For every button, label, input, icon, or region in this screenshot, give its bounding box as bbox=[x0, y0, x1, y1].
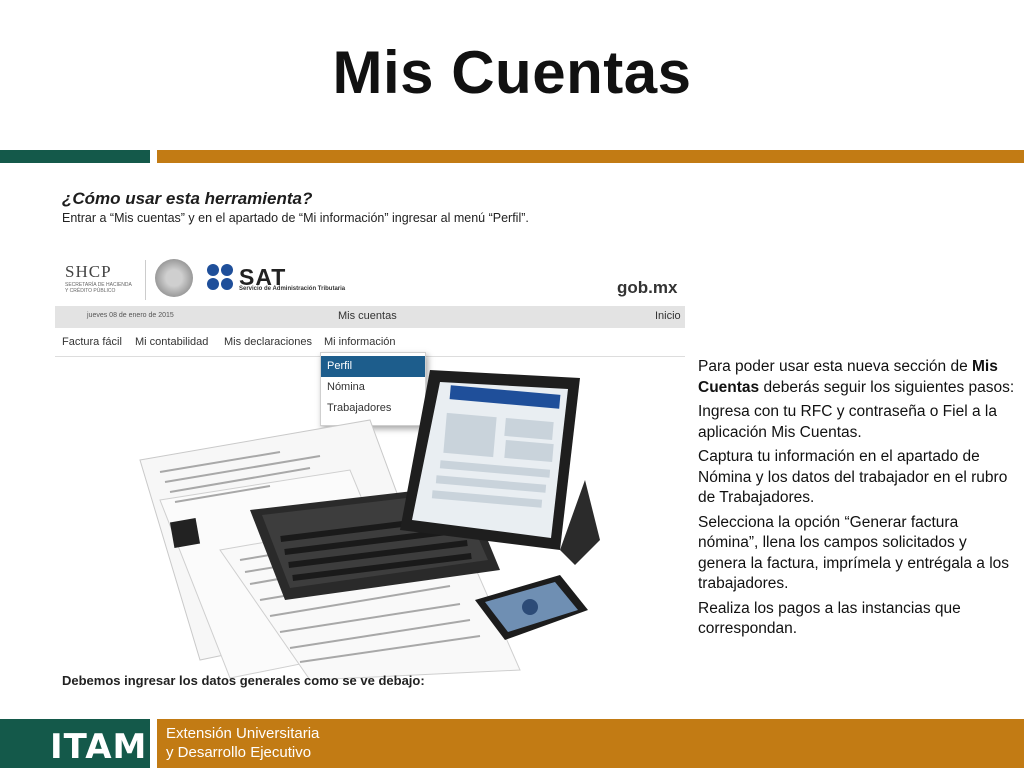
portal-section-title: Mis cuentas bbox=[338, 310, 397, 322]
header-rule-orange bbox=[157, 150, 1024, 163]
national-seal-icon bbox=[155, 259, 193, 297]
sat-dots-icon bbox=[207, 264, 235, 292]
portal-title-bar bbox=[55, 306, 685, 328]
qr-code-icon bbox=[170, 518, 200, 548]
dropdown-item-nomina[interactable]: Nómina bbox=[327, 381, 365, 393]
howto-instructions: Entrar a “Mis cuentas” y en el apartado de “Mi información” ingresar al menú “Perfil”. bbox=[62, 211, 529, 225]
intro-text-bold: Mis Cuentas bbox=[698, 358, 998, 396]
footer-line-1: Extensión Universitaria bbox=[166, 725, 320, 742]
bottom-note: Debemos ingresar los datos generales como se ve debajo: bbox=[62, 673, 425, 688]
sat-portal-screenshot bbox=[55, 250, 685, 360]
dropdown-item-trabajadores[interactable]: Trabajadores bbox=[327, 402, 392, 414]
intro-text-start: Para poder usar esta nueva sección de bbox=[698, 358, 973, 375]
shcp-logo bbox=[65, 262, 140, 298]
sat-subtitle: Servicio de Administración Tributaria bbox=[239, 286, 346, 292]
sat-logo bbox=[207, 264, 367, 294]
nav-mi-informacion[interactable]: Mi información bbox=[324, 336, 396, 348]
inicio-link[interactable]: Inicio bbox=[655, 310, 681, 322]
gobmx-logo[interactable]: gob.mx bbox=[617, 278, 678, 297]
step-4: Realiza los pagos a las instancias que correspondan. bbox=[698, 599, 961, 637]
header-rule-green bbox=[0, 150, 150, 163]
step-2: Captura tu información en el apartado de Nómina y los datos del trabajador en el rubro de Trabajadores. bbox=[698, 448, 1008, 506]
nav-mi-contabilidad[interactable]: Mi contabilidad bbox=[135, 336, 209, 348]
sat-name: SAT bbox=[239, 264, 287, 290]
nav-factura-facil[interactable]: Factura fácil bbox=[62, 336, 122, 348]
shcp-subtitle: SECRETARÍA DE HACIENDA Y CRÉDITO PÚBLICO bbox=[65, 282, 132, 294]
intro-text-end: deberás seguir los siguientes pasos: bbox=[759, 378, 1015, 396]
instructions-panel bbox=[698, 357, 1016, 644]
tablet-invoices-illustration bbox=[120, 360, 640, 680]
portal-date: jueves 08 de enero de 2015 bbox=[87, 312, 174, 319]
howto-question: ¿Cómo usar esta herramienta? bbox=[62, 189, 313, 208]
portal-header bbox=[55, 250, 685, 306]
step-1: Ingresa con tu RFC y contraseña o Fiel a la aplicación Mis Cuentas. bbox=[698, 403, 997, 441]
dropdown-item-perfil[interactable]: Perfil bbox=[321, 356, 425, 377]
footer-line-2: y Desarrollo Ejecutivo bbox=[166, 744, 312, 761]
slide-title: Mis Cuentas bbox=[332, 39, 692, 106]
step-3: Selecciona la opción “Generar factura nómina”, llena los campos solicitados y genera la factura, imprímela y entrégala a los trabajadores. bbox=[698, 513, 1010, 592]
logo-divider bbox=[145, 260, 146, 300]
nav-mis-declaraciones[interactable]: Mis declaraciones bbox=[224, 336, 313, 348]
instructions-intro bbox=[698, 357, 1016, 398]
shcp-name: SHCP bbox=[65, 262, 112, 281]
itam-logo: ITAM bbox=[50, 727, 148, 767]
